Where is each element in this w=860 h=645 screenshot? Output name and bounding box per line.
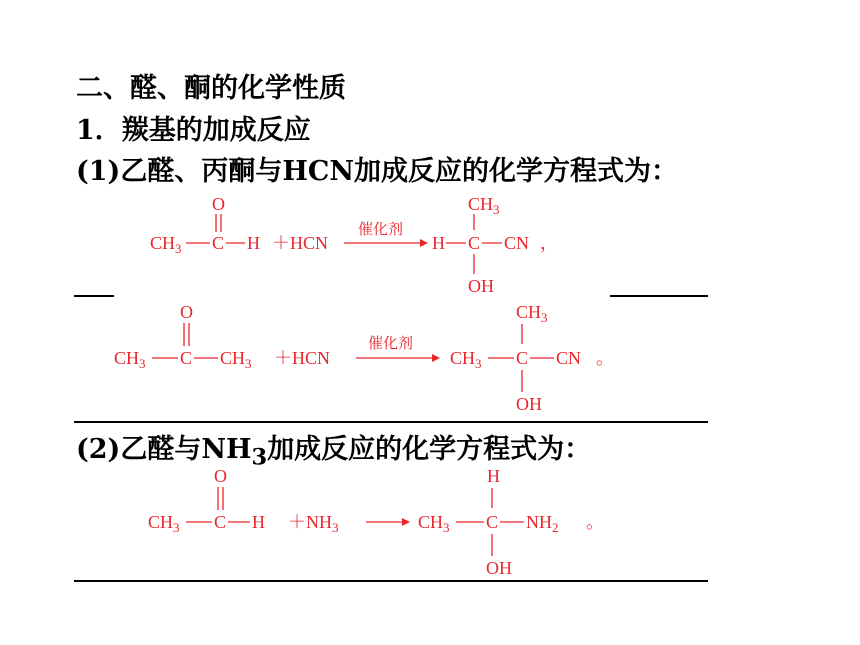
end-mark: 。 (586, 512, 604, 532)
carbonyl-oxygen: O (212, 194, 225, 214)
arrow-head (420, 239, 428, 247)
aldehyde-hydrogen: H (252, 512, 265, 532)
product-oh: OH (486, 558, 512, 578)
subsection-title: 1．羰基的加成反应 (76, 115, 311, 146)
carbonyl-oxygen: O (180, 302, 193, 322)
catalyst-label: 催化剂 (358, 220, 404, 238)
carbonyl-carbon: C (212, 233, 225, 253)
arrow-head (432, 354, 440, 362)
carbonyl-oxygen: O (214, 466, 227, 486)
reaction-acetone-hcn (114, 302, 614, 414)
reagent-hcn: ＋HCN (274, 348, 331, 368)
carbonyl-carbon: C (180, 348, 193, 368)
end-mark: 。 (596, 348, 614, 368)
reaction-acetaldehyde-hcn (150, 194, 558, 296)
reagent-hcn: ＋HCN (272, 233, 329, 253)
reactant-ch3-left: $CH_3$ (114, 348, 146, 371)
product-oh: OH (468, 276, 494, 296)
reactant-ch3-right: $CH_3$ (220, 348, 252, 371)
product-oh: OH (516, 394, 542, 414)
product-nh2: $NH_2$ (526, 512, 559, 535)
product-carbon: C (516, 348, 529, 368)
catalyst-label: 催化剂 (368, 334, 414, 352)
product-cn: CN (504, 233, 530, 253)
arrow-head (402, 518, 410, 526)
reagent-nh3: $+NH_3$ (288, 512, 339, 535)
question-1-prompt: (1)乙醛、丙酮与HCN加成反应的化学方程式为： (76, 156, 679, 187)
end-mark: ， (540, 233, 558, 253)
carbonyl-carbon: C (214, 512, 227, 532)
product-carbon: C (468, 233, 481, 253)
product-ch3-top: $CH_3$ (516, 302, 548, 325)
product-h: H (487, 466, 500, 486)
reaction-acetaldehyde-nh3 (148, 466, 604, 578)
section-heading: 二、醛、酮的化学性质 (76, 73, 346, 104)
question-2-prompt: (2)乙醛与$NH_3$加成反应的化学方程式为： (76, 434, 592, 471)
product-ch3: $CH_3$ (418, 512, 450, 535)
product-cn: CN (556, 348, 582, 368)
product-ch3-left: $CH_3$ (450, 348, 482, 371)
product-carbon: C (486, 512, 499, 532)
product-ch3: $CH_3$ (468, 194, 500, 217)
reactant-ch3: $CH_3$ (148, 512, 180, 535)
reactant-ch3: $CH_3$ (150, 233, 182, 256)
aldehyde-hydrogen: H (247, 233, 260, 253)
product-h: H (432, 233, 445, 253)
